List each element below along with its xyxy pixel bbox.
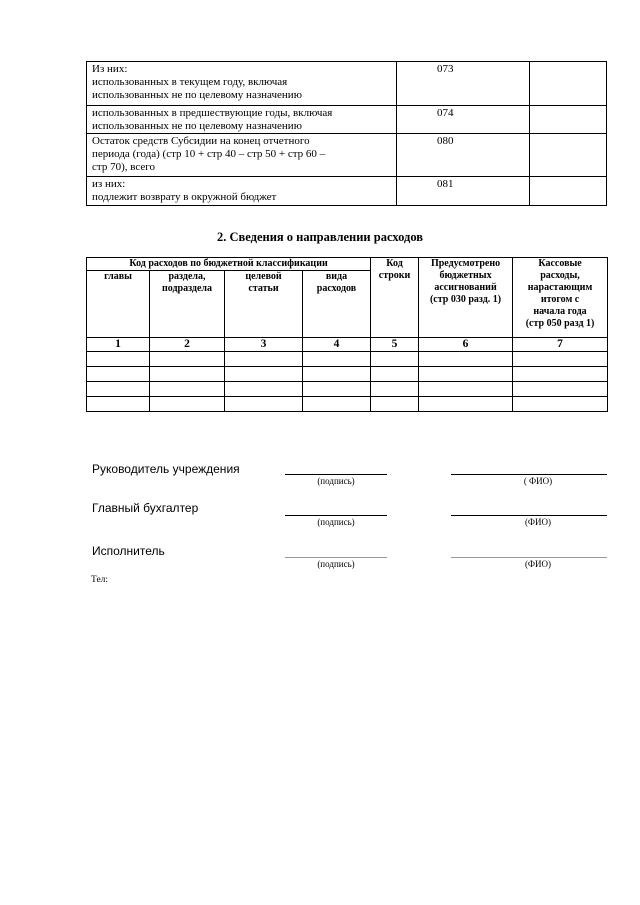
row-code: 074 [397, 106, 530, 134]
row-text-line: стр 70), всего [92, 161, 156, 173]
target-article-header [225, 271, 303, 338]
table-cell[interactable] [87, 397, 150, 412]
table-cell[interactable] [371, 382, 419, 397]
row-text-line: из них: [92, 178, 126, 190]
row-value [530, 134, 607, 177]
column-numbers-row [87, 338, 608, 352]
header-line: Кассовые [538, 258, 582, 269]
row-description [87, 134, 397, 177]
executor-name-line[interactable] [451, 557, 607, 558]
table-cell[interactable] [513, 397, 608, 412]
section-title: 2. Сведения о направлении расходов [216, 230, 424, 244]
table-row [87, 367, 608, 382]
column-number: 2 [150, 338, 225, 352]
header-line: бюджетных [439, 270, 492, 281]
table-cell[interactable] [303, 352, 371, 367]
table-row [87, 62, 607, 106]
header-line: нарастающим [527, 282, 593, 293]
planned-column-header [419, 258, 513, 338]
column-number: 5 [371, 338, 419, 352]
header-line: целевой [245, 271, 282, 282]
table-row [87, 352, 608, 367]
accountant-name-line[interactable] [451, 515, 607, 516]
expense-type-header [303, 271, 371, 338]
executor-label: Исполнитель [92, 544, 165, 558]
budget-classification-header: Код расходов по бюджетной классификации [87, 258, 371, 271]
accountant-label: Главный бухгалтер [92, 501, 199, 515]
header-line: Код [386, 258, 403, 269]
table-cell[interactable] [87, 382, 150, 397]
table-cell[interactable] [150, 367, 225, 382]
head-name-line[interactable] [451, 474, 607, 475]
table-row [87, 134, 607, 177]
row-description [87, 177, 397, 206]
name-caption: (ФИО) [524, 517, 552, 527]
table-cell[interactable] [513, 382, 608, 397]
executor-signature-line[interactable] [285, 557, 387, 558]
table-cell[interactable] [303, 367, 371, 382]
expenses-table [86, 257, 608, 412]
header-row [87, 258, 608, 271]
column-number: 7 [513, 338, 608, 352]
table-cell[interactable] [150, 352, 225, 367]
row-text-line: использованных не по целевому назначению [92, 89, 302, 101]
table-cell[interactable] [419, 352, 513, 367]
table-cell[interactable] [303, 382, 371, 397]
header-line: строки [378, 270, 411, 281]
table-cell[interactable] [419, 382, 513, 397]
row-code: 081 [397, 177, 530, 206]
row-value [530, 62, 607, 106]
header-line: статьи [248, 283, 279, 294]
header-line: расходы, [540, 270, 580, 281]
header-line: Предусмотрено [430, 258, 501, 269]
signature-caption: (подпись) [317, 559, 355, 569]
row-description [87, 106, 397, 134]
row-text-line: использованных в предшествующие годы, включая [92, 107, 333, 119]
row-value [530, 106, 607, 134]
table-row [87, 397, 608, 412]
table-cell[interactable] [303, 397, 371, 412]
header-line: (стр 050 разд 1) [525, 318, 595, 329]
column-number: 3 [225, 338, 303, 352]
table-cell[interactable] [87, 352, 150, 367]
table-cell[interactable] [225, 352, 303, 367]
row-code: 073 [397, 62, 530, 106]
table-cell[interactable] [513, 367, 608, 382]
column-number: 6 [419, 338, 513, 352]
accountant-signature-line[interactable] [285, 515, 387, 516]
table-cell[interactable] [225, 397, 303, 412]
table-cell[interactable] [150, 397, 225, 412]
table-cell[interactable] [371, 397, 419, 412]
header-line: (стр 030 разд. 1) [429, 294, 502, 305]
column-number: 4 [303, 338, 371, 352]
header-line: подраздела [161, 283, 213, 294]
row-text-line: Из них: [92, 63, 128, 75]
row-value [530, 177, 607, 206]
row-text-line: периода (года) (стр 10 + стр 40 – стр 50 + стр 60 – [92, 148, 326, 160]
top-table [86, 61, 607, 206]
table-cell[interactable] [87, 367, 150, 382]
table-cell[interactable] [513, 352, 608, 367]
name-caption: (ФИО) [524, 559, 552, 569]
table-cell[interactable] [419, 397, 513, 412]
header-line: итогом с [540, 294, 580, 305]
cash-column-header [513, 258, 608, 338]
head-label: Руководитель учреждения [92, 462, 240, 476]
header-line: ассигнований [434, 282, 497, 293]
table-cell[interactable] [371, 367, 419, 382]
row-code: 080 [397, 134, 530, 177]
table-row [87, 382, 608, 397]
row-text-line: Остаток средств Субсидии на конец отчетного [92, 135, 310, 147]
table-cell[interactable] [225, 367, 303, 382]
table-cell[interactable] [225, 382, 303, 397]
column-number: 1 [87, 338, 150, 352]
table-cell[interactable] [419, 367, 513, 382]
signature-caption: (подпись) [317, 517, 355, 527]
table-row [87, 106, 607, 134]
header-line: раздела, [168, 271, 206, 282]
row-text-line: использованных в текущем году, включая [92, 76, 288, 88]
header-line: начала года [533, 306, 587, 317]
row-description [87, 62, 397, 106]
header-line: расходов [316, 283, 357, 294]
signature-caption: (подпись) [317, 476, 355, 486]
head-signature-line[interactable] [285, 474, 387, 475]
row-text-line: использованных не по целевому назначению [92, 120, 302, 132]
row-text-line: подлежит возврату в окружной бюджет [92, 191, 277, 203]
code-column-header [371, 258, 419, 338]
tel-label: Тел: [91, 575, 109, 585]
section-header [150, 271, 225, 338]
name-caption: ( ФИО) [523, 476, 553, 486]
header-line: главы [104, 271, 132, 282]
chapter-header [87, 271, 150, 338]
table-cell[interactable] [371, 352, 419, 367]
table-cell[interactable] [150, 382, 225, 397]
table-row [87, 177, 607, 206]
header-line: вида [325, 271, 348, 282]
